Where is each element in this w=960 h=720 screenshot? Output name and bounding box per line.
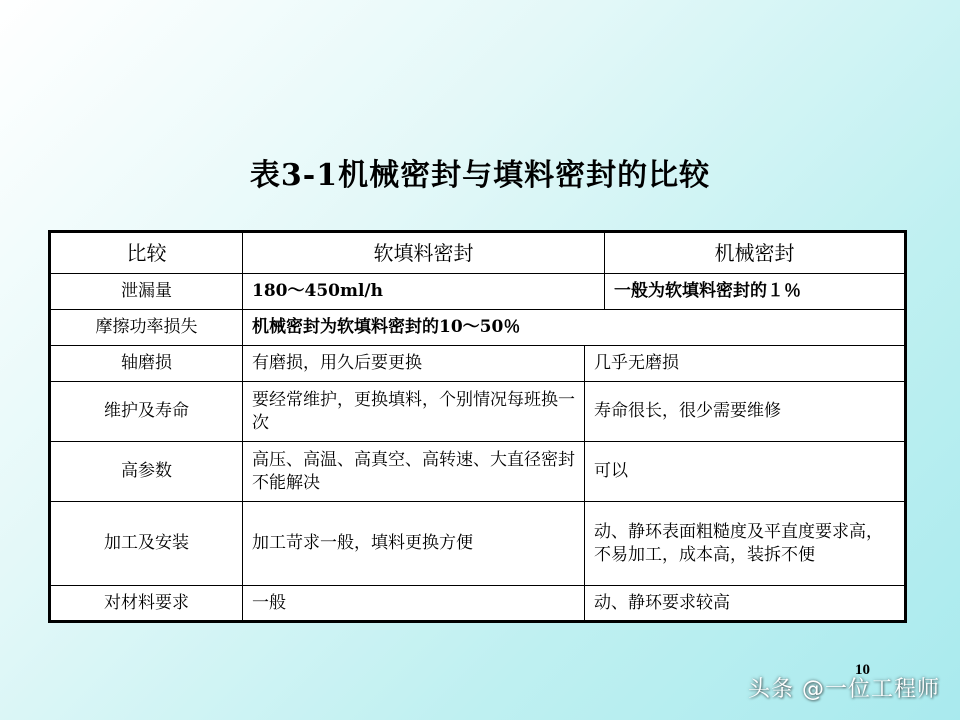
table-row	[50, 442, 906, 502]
row-label: 高参数	[50, 442, 243, 502]
row-label: 轴磨损	[50, 346, 243, 382]
cell-packing: 有磨损，用久后要更换	[243, 346, 585, 382]
cell-mechanical: 几乎无磨损	[585, 346, 906, 382]
table-row	[50, 382, 906, 442]
cell-mechanical: 动、静环要求较高	[585, 586, 906, 622]
cell-mechanical: 可以	[585, 442, 906, 502]
watermark: 头条 @一位工程师	[748, 677, 940, 702]
header-compare: 比较	[50, 232, 243, 274]
table-row	[50, 502, 906, 586]
table-row	[50, 274, 906, 310]
row-label: 维护及寿命	[50, 382, 243, 442]
table-header-row	[50, 232, 906, 274]
cell-mechanical: 一般为软填料密封的１％	[605, 274, 906, 310]
comparison-table	[48, 230, 907, 623]
cell-packing: 加工苛求一般，填料更换方便	[243, 502, 585, 586]
header-packing-seal: 软填料密封	[243, 232, 605, 274]
row-label: 对材料要求	[50, 586, 243, 622]
cell-mechanical: 寿命很长，很少需要维修	[585, 382, 906, 442]
row-label: 加工及安装	[50, 502, 243, 586]
cell-merged: 机械密封为软填料密封的10～50％	[243, 310, 906, 346]
cell-packing: 要经常维护，更换填料，个别情况每班换一次	[243, 382, 585, 442]
cell-packing: 高压、高温、高真空、高转速、大直径密封不能解决	[243, 442, 585, 502]
table-row	[50, 586, 906, 622]
row-label: 摩擦功率损失	[50, 310, 243, 346]
table-title: 表3-1机械密封与填料密封的比较	[249, 158, 711, 193]
cell-packing: 180～450ml/h	[243, 274, 605, 310]
table-row	[50, 310, 906, 346]
table-row	[50, 346, 906, 382]
header-mechanical-seal: 机械密封	[605, 232, 906, 274]
row-label: 泄漏量	[50, 274, 243, 310]
cell-mechanical: 动、静环表面粗糙度及平直度要求高，不易加工，成本高，装拆不便	[585, 502, 906, 586]
page-number: 10	[855, 662, 870, 678]
cell-packing: 一般	[243, 586, 585, 622]
